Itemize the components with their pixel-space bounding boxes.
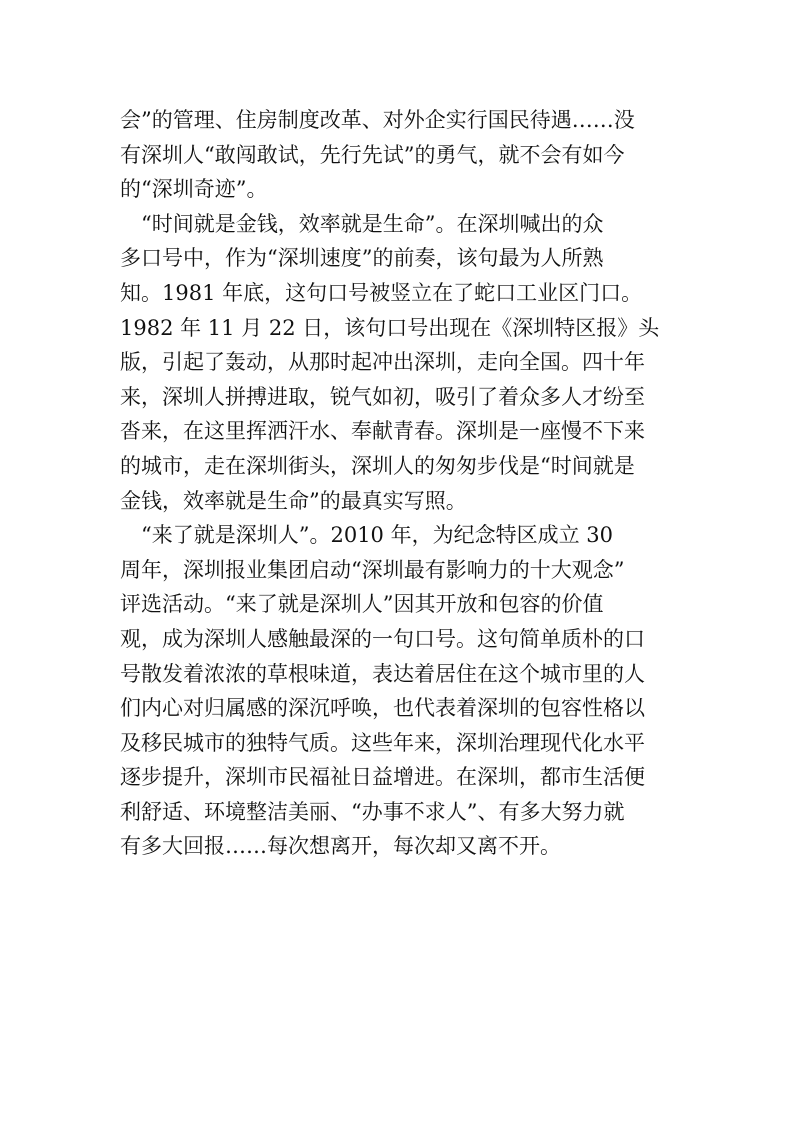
text-line: 知。1981 年底，这句口号被竖立在了蛇口工业区门口。 [120,280,643,305]
text-line: 及移民城市的独特气质。这些年来，深圳治理现代化水平 [120,730,645,755]
text-line: 评选活动。“来了就是深圳人”因其开放和包容的价值 [120,592,604,617]
text-line: 金钱，效率就是生命”的最真实写照。 [120,488,467,513]
body-text [120,103,660,864]
text-line: 周年，深圳报业集团启动“深圳最有影响力的十大观念” [120,557,625,582]
text-line: 1982 年 11 月 22 日，该句口号出现在《深圳特区报》头 [120,315,660,340]
text-line: 多口号中，作为“深圳速度”的前奏，该句最为人所熟 [120,246,604,271]
text-line: “来了就是深圳人”。2010 年，为纪念特区成立 30 [120,523,613,548]
text-line: 版，引起了轰动，从那时起冲出深圳，走向全国。四十年 [120,350,645,375]
text-line: 利舒适、环境整洁美丽、“办事不求人”、有多大努力就 [120,799,625,824]
text-line: 观，成为深圳人感触最深的一句口号。这句简单质朴的口 [120,626,645,651]
text-line: 有多大回报……每次想离开，每次却又离不开。 [120,834,561,859]
text-line: 来，深圳人拼搏进取，锐气如初，吸引了着众多人才纷至 [120,384,645,409]
text-line: 号散发着浓浓的草根味道，表达着居住在这个城市里的人 [120,661,645,686]
text-line: 的“深圳奇迹”。 [120,177,268,202]
text-line: 会”的管理、住房制度改革、对外企实行国民待遇……没 [120,108,635,132]
text-line: 的城市，走在深圳街头，深圳人的匆匆步伐是“时间就是 [120,453,635,478]
text-line: “时间就是金钱，效率就是生命”。在深圳喊出的众 [120,211,604,236]
text-line: 们内心对归属感的深沉呼唤，也代表着深圳的包容性格以 [120,696,645,721]
text-line: 有深圳人“敢闯敢试，先行先试”的勇气，就不会有如今 [120,142,625,167]
text-line: 沓来，在这里挥洒汗水、奉献青春。深圳是一座慢不下来 [120,419,645,444]
text-line: 逐步提升，深圳市民福祉日益增进。在深圳，都市生活便 [120,765,645,790]
